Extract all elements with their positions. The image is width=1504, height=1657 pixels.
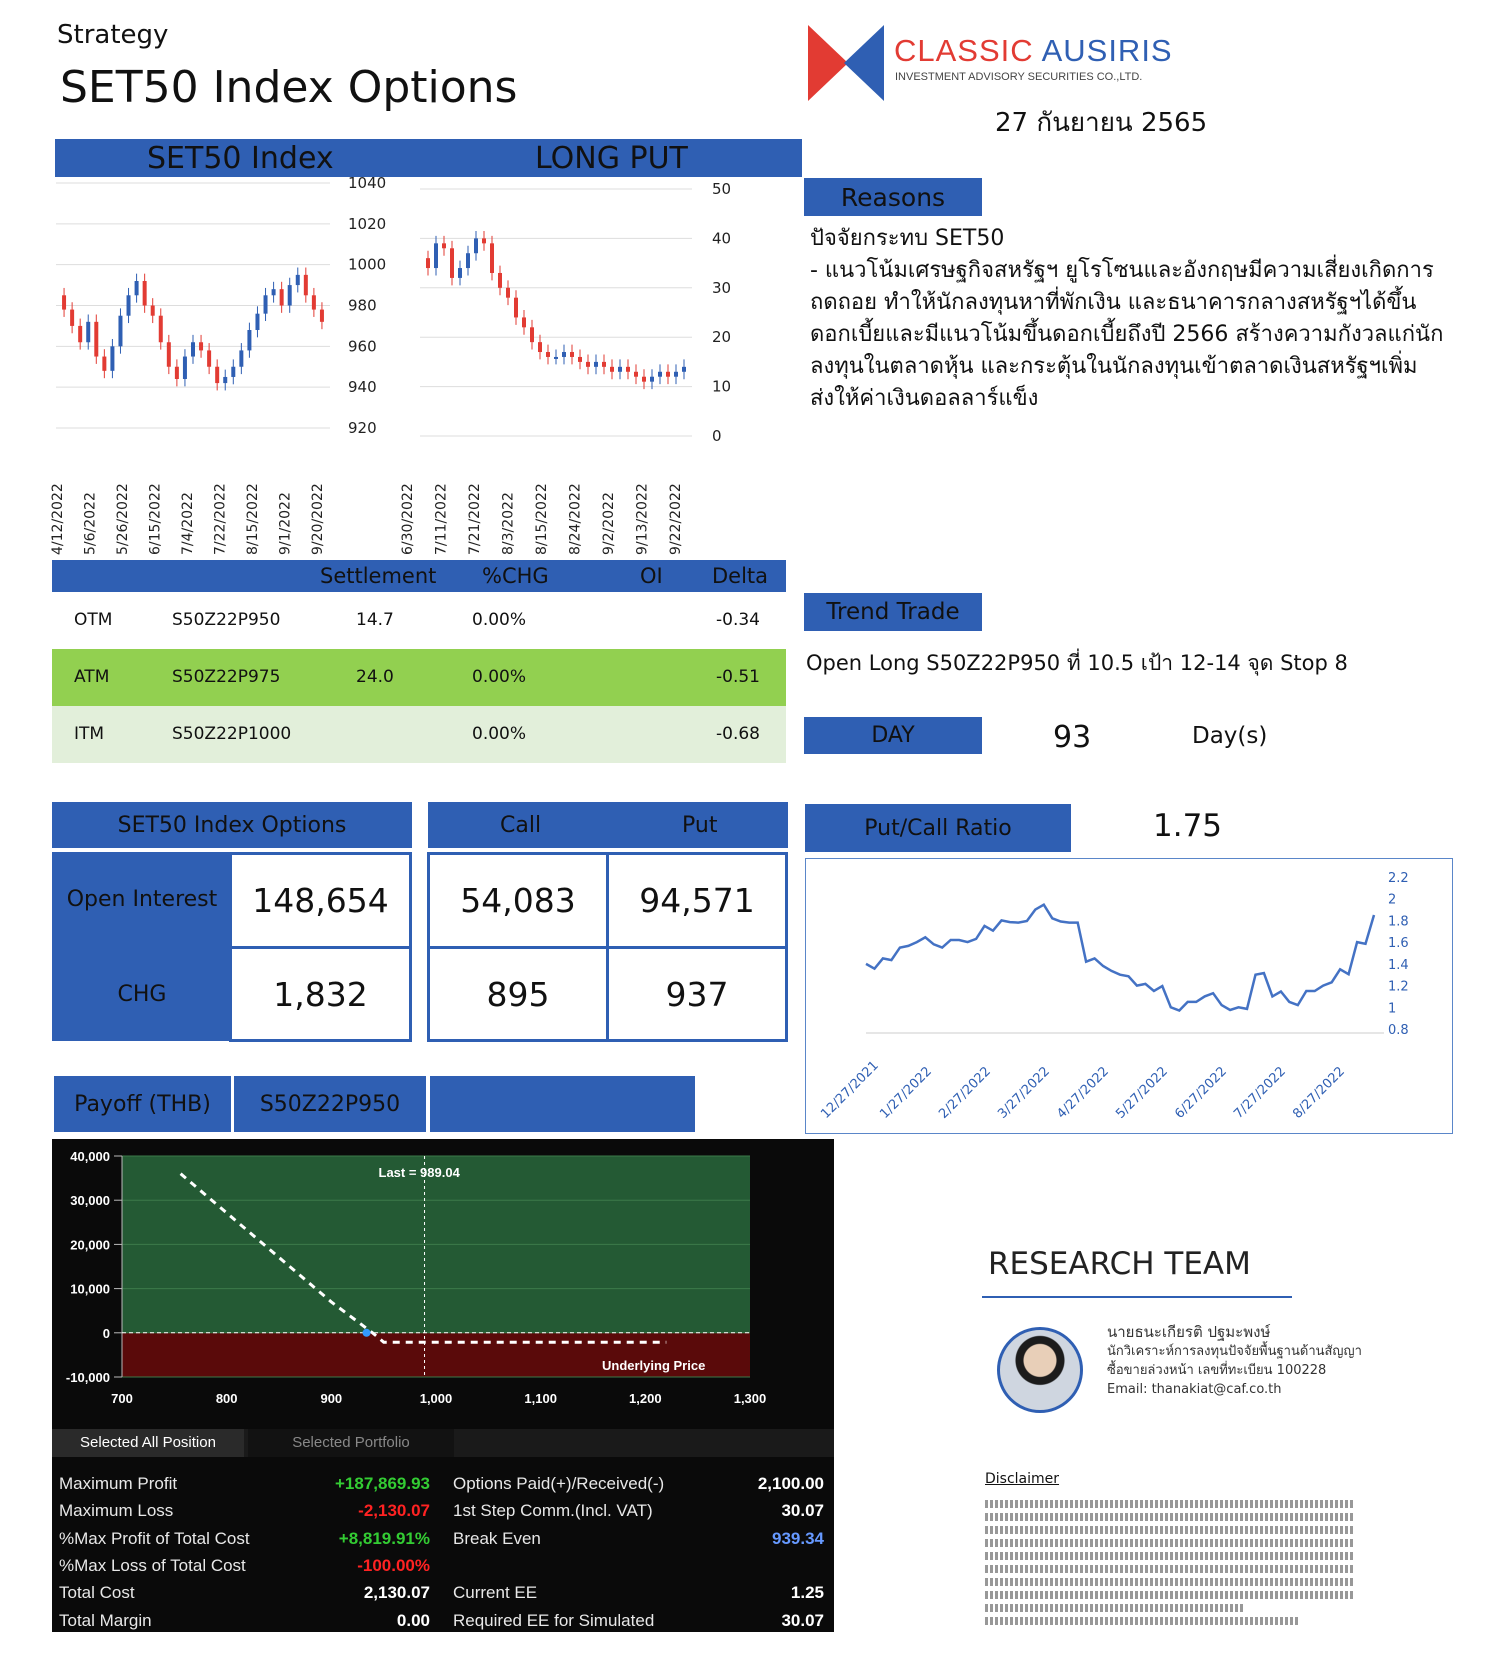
header-oi: OI xyxy=(640,564,663,588)
candle-body xyxy=(682,367,686,372)
x-tick-label: 9/13/2022 xyxy=(634,483,651,555)
candle-body xyxy=(450,248,454,278)
payoff-stat-label: Required EE for Simulated xyxy=(453,1610,655,1630)
candle-body xyxy=(490,243,494,273)
analyst-email[interactable]: Email: thanakiat@caf.co.th xyxy=(1107,1382,1282,1397)
x-tick-label: 8/15/2022 xyxy=(245,483,261,555)
candle-body xyxy=(586,362,590,367)
candle-body xyxy=(546,352,550,357)
x-tick-label: 9/2/2022 xyxy=(601,492,617,555)
candle-body xyxy=(247,330,251,350)
payoff-stat-label: Current EE xyxy=(453,1583,538,1603)
x-tick-label: 5/6/2022 xyxy=(82,492,99,555)
payoff-stat-value: +187,869.93 xyxy=(334,1474,430,1493)
x-tick-label: 8/15/2022 xyxy=(534,483,550,555)
options-cell-chg: 0.00% xyxy=(472,724,527,744)
tab-selected-all-position[interactable]: Selected All Position xyxy=(52,1429,244,1457)
payoff-stat-label: Maximum Profit xyxy=(59,1474,178,1493)
options-cell-type: ATM xyxy=(74,667,110,687)
candle-body xyxy=(466,253,470,268)
day-value: 93 xyxy=(1053,720,1092,755)
candle-body xyxy=(482,238,486,243)
y-tick-label: 920 xyxy=(348,419,377,437)
candle-body xyxy=(127,295,131,315)
header-chg: %CHG xyxy=(482,564,549,588)
call-label: Call xyxy=(500,812,542,838)
x-axis-title: Underlying Price xyxy=(602,1358,706,1373)
candle-body xyxy=(610,367,614,372)
options-table xyxy=(52,560,786,763)
y-tick-label: 10 xyxy=(712,377,732,396)
y-tick-label: 1.4 xyxy=(1388,957,1409,973)
y-tick-label: 10,000 xyxy=(70,1281,110,1297)
x-tick-label: 9/22/2022 xyxy=(668,483,684,555)
candle-body xyxy=(618,367,622,372)
candle-body xyxy=(458,268,462,278)
x-tick-label: 7/27/2022 xyxy=(1231,1064,1289,1122)
open-interest-label: Open Interest xyxy=(52,852,232,947)
y-tick-label: 20 xyxy=(712,328,732,347)
candle-body xyxy=(159,316,163,343)
candle-body xyxy=(658,372,662,377)
x-tick-label: 1,200 xyxy=(629,1391,662,1406)
call-put-header xyxy=(428,802,788,848)
payoff-blank xyxy=(430,1076,695,1132)
chg-call: 895 xyxy=(427,946,609,1042)
candle-body xyxy=(135,281,139,295)
payoff-stat-label: %Max Loss of Total Cost xyxy=(59,1555,246,1575)
candle-body xyxy=(191,342,195,356)
header-settlement: Settlement xyxy=(320,564,437,588)
tab-selected-portfolio[interactable]: Selected Portfolio xyxy=(248,1429,454,1457)
candle-body xyxy=(312,295,316,309)
y-tick-label: 40 xyxy=(712,229,732,248)
y-tick-label: 2.2 xyxy=(1388,871,1409,886)
candle-body xyxy=(554,357,558,359)
payoff-series: S50Z22P950 xyxy=(234,1076,426,1132)
payoff-stat-value: 30.07 xyxy=(781,1610,824,1630)
x-tick-label: 1,100 xyxy=(524,1391,557,1406)
analyst-license: ซื้อขายล่วงหน้า เลขที่ทะเบียน 100228 xyxy=(1107,1363,1327,1378)
payoff-stat-label: Total Margin xyxy=(59,1610,152,1630)
payoff-stat-value: 1.25 xyxy=(790,1583,824,1603)
candle-body xyxy=(183,357,187,379)
candle-body xyxy=(62,295,66,309)
options-table-header xyxy=(52,560,786,592)
candle-body xyxy=(530,327,534,342)
candle-body xyxy=(280,289,284,305)
pcr-series-line xyxy=(866,905,1374,1011)
reasons-line: ถดถอย ทำให้นักลงทุนหาที่พักเงิน และธนาคารกลางสหรัฐฯได้ขึ้น xyxy=(810,290,1417,315)
x-tick-label: 700 xyxy=(111,1391,133,1406)
strategy-banner-label: LONG PUT xyxy=(535,140,688,176)
candle-body xyxy=(320,310,324,322)
disclaimer-title: Disclaimer xyxy=(985,1471,1060,1487)
disclaimer-text-block xyxy=(985,1500,1355,1630)
payoff-stat-label: 1st Step Comm.(Incl. VAT) xyxy=(453,1501,653,1521)
options-cell-settlement: 24.0 xyxy=(356,667,394,687)
x-tick-label: 1,000 xyxy=(419,1391,453,1406)
x-tick-label: 7/11/2022 xyxy=(433,483,450,555)
analyst-role: นักวิเคราะห์การลงทุนปัจจัยพื้นฐานด้านสัญญา xyxy=(1107,1344,1362,1359)
y-tick-label: -10,000 xyxy=(65,1370,110,1385)
logo-mark xyxy=(808,25,884,101)
x-tick-label: 7/21/2022 xyxy=(467,483,483,555)
candle-body xyxy=(215,367,219,383)
x-tick-label: 9/1/2022 xyxy=(277,492,294,555)
index-banner xyxy=(55,139,802,177)
candle-body xyxy=(506,288,510,298)
analyst-avatar xyxy=(997,1327,1083,1413)
candle-body xyxy=(264,295,268,313)
candle-body xyxy=(626,367,630,372)
options-cell-delta: -0.68 xyxy=(716,724,760,744)
x-tick-label: 3/27/2022 xyxy=(995,1064,1053,1122)
payoff-stat-label: %Max Profit of Total Cost xyxy=(59,1528,250,1548)
options-cell-type: OTM xyxy=(74,610,113,630)
x-tick-label: 4/12/2022 xyxy=(50,483,66,555)
chg-total: 1,832 xyxy=(229,946,412,1042)
header-delta: Delta xyxy=(712,564,769,588)
x-tick-label: 8/27/2022 xyxy=(1290,1064,1348,1122)
chg-put: 937 xyxy=(606,946,788,1042)
payoff-tabs xyxy=(52,1429,834,1457)
candle-body xyxy=(272,289,276,295)
candle-body xyxy=(239,350,243,366)
options-cell-series: S50Z22P1000 xyxy=(172,724,292,744)
put-candlestick-chart xyxy=(400,180,790,560)
x-tick-label: 12/27/2021 xyxy=(818,1058,882,1122)
y-tick-label: 0.8 xyxy=(1388,1023,1409,1038)
payoff-panel xyxy=(52,1139,834,1632)
y-tick-label: 980 xyxy=(348,296,377,315)
research-title: RESEARCH TEAM xyxy=(988,1246,1251,1282)
options-cell-settlement: 14.7 xyxy=(356,610,394,630)
reasons-line: ลงทุนในตลาดหุ้น และกระตุ้นในนักลงทุนเข้าตลาดเงินสหรัฐฯเพิ่ม xyxy=(810,354,1418,379)
options-row xyxy=(52,592,786,649)
payoff-stat-label: Total Cost xyxy=(59,1583,135,1603)
payoff-stat-value: 2,100.00 xyxy=(757,1474,824,1493)
options-cell-chg: 0.00% xyxy=(472,667,527,687)
x-tick-label: 6/30/2022 xyxy=(400,483,416,555)
candle-body xyxy=(70,310,74,326)
candle-body xyxy=(434,243,438,268)
payoff-stat-value: 939.34 xyxy=(772,1528,824,1548)
candle-body xyxy=(578,357,582,362)
y-tick-label: 1040 xyxy=(348,174,387,192)
payoff-chart xyxy=(52,1139,834,1429)
candle-body xyxy=(143,281,147,306)
x-tick-label: 9/20/2022 xyxy=(310,483,326,555)
x-tick-label: 7/22/2022 xyxy=(212,483,229,555)
day-unit: Day(s) xyxy=(1192,723,1268,749)
x-tick-label: 8/24/2022 xyxy=(567,483,584,555)
reasons-banner: Reasons xyxy=(804,178,982,216)
y-tick-label: 1.2 xyxy=(1388,979,1409,995)
chg-label: CHG xyxy=(52,947,232,1041)
candle-body xyxy=(666,372,670,377)
logo-name-blue: AUSIRIS xyxy=(1041,33,1173,68)
payoff-stat-value: -2,130.07 xyxy=(358,1501,430,1521)
candle-body xyxy=(674,372,678,377)
y-tick-label: 30,000 xyxy=(70,1193,110,1209)
y-tick-label: 960 xyxy=(348,337,377,356)
oi-title: SET50 Index Options xyxy=(52,802,412,848)
x-tick-label: 900 xyxy=(320,1391,343,1406)
y-tick-label: 50 xyxy=(712,180,732,198)
candle-body xyxy=(426,258,430,268)
y-tick-label: 1.6 xyxy=(1388,936,1409,952)
payoff-label: Payoff (THB) xyxy=(54,1076,231,1132)
pcr-line-chart xyxy=(805,858,1453,1134)
candle-body xyxy=(642,377,646,382)
x-tick-label: 1,300 xyxy=(733,1391,767,1406)
pcr-value: 1.75 xyxy=(1153,808,1223,844)
payoff-stat-value: 0.00 xyxy=(396,1610,430,1630)
payoff-stat-value: +8,819.91% xyxy=(338,1528,430,1548)
reasons-text xyxy=(810,223,1470,415)
candle-body xyxy=(86,322,90,342)
options-row xyxy=(52,649,786,706)
x-tick-label: 6/27/2022 xyxy=(1172,1064,1230,1122)
candle-body xyxy=(223,377,227,383)
candle-body xyxy=(151,306,155,316)
candle-body xyxy=(634,372,638,377)
research-divider xyxy=(982,1296,1292,1298)
reasons-heading: ปัจจัยกระทบ SET50 xyxy=(810,226,1005,251)
options-row xyxy=(52,706,786,763)
payoff-stat-label: Options Paid(+)/Received(-) xyxy=(453,1474,665,1493)
y-tick-label: 0 xyxy=(712,427,722,445)
reasons-line: ดอกเบี้ยและมีแนวโน้มขึ้นดอกเบี้ยถึงปี 2566 สร้างความกังวลแก่นัก xyxy=(810,322,1444,347)
break-even-marker xyxy=(363,1329,371,1337)
x-tick-label: 5/27/2022 xyxy=(1113,1064,1171,1122)
candle-body xyxy=(296,275,300,285)
y-tick-label: 1.8 xyxy=(1388,914,1409,930)
y-tick-label: 20,000 xyxy=(70,1237,110,1253)
y-tick-label: 2 xyxy=(1388,892,1397,908)
candle-body xyxy=(514,298,518,318)
candle-body xyxy=(570,352,574,357)
candle-body xyxy=(562,352,566,357)
payoff-stat-value: 30.07 xyxy=(781,1501,824,1521)
x-tick-label: 6/15/2022 xyxy=(147,483,164,555)
y-tick-label: 1000 xyxy=(348,255,387,274)
index-banner-label: SET50 Index xyxy=(147,140,334,176)
candle-body xyxy=(522,317,526,327)
options-cell-series: S50Z22P950 xyxy=(172,610,281,630)
logo-subtitle: INVESTMENT ADVISORY SECURITIES CO.,LTD. xyxy=(895,71,1143,83)
oi-total: 148,654 xyxy=(229,852,412,949)
candle-body xyxy=(118,316,122,347)
x-tick-label: 800 xyxy=(215,1391,238,1406)
trend-banner: Trend Trade xyxy=(804,593,982,631)
candle-body xyxy=(199,342,203,350)
x-tick-label: 2/27/2022 xyxy=(936,1064,994,1122)
last-price-label: Last = 989.04 xyxy=(378,1165,460,1180)
y-tick-label: 1 xyxy=(1388,1001,1397,1017)
pcr-label: Put/Call Ratio xyxy=(805,804,1071,852)
options-cell-series: S50Z22P975 xyxy=(172,667,281,687)
candle-body xyxy=(78,326,82,342)
candle-body xyxy=(498,273,502,288)
x-tick-label: 8/3/2022 xyxy=(500,492,517,555)
x-tick-label: 1/27/2022 xyxy=(877,1064,935,1122)
options-cell-chg: 0.00% xyxy=(472,610,527,630)
x-tick-label: 4/27/2022 xyxy=(1054,1064,1112,1122)
candle-body xyxy=(304,275,308,295)
set50-candlestick-chart xyxy=(50,174,420,560)
candle-body xyxy=(231,367,235,377)
oi-put: 94,571 xyxy=(606,852,788,949)
report-date: 27 กันยายน 2565 xyxy=(995,108,1208,138)
analyst-name: นายธนะเกียรติ ปฐมะพงษ์ xyxy=(1107,1323,1271,1341)
candle-body xyxy=(288,285,292,305)
reasons-line: ส่งให้ค่าเงินดอลลาร์แข็ง xyxy=(810,386,1039,411)
y-tick-label: 40,000 xyxy=(70,1149,110,1164)
candle-body xyxy=(602,362,606,367)
y-tick-label: 0 xyxy=(102,1325,110,1341)
options-cell-delta: -0.51 xyxy=(716,667,760,687)
payoff-stat-label: Maximum Loss xyxy=(59,1501,174,1521)
x-tick-label: 7/4/2022 xyxy=(180,492,196,555)
page-title: SET50 Index Options xyxy=(60,62,518,113)
candle-body xyxy=(110,346,114,371)
candle-body xyxy=(175,367,179,379)
logo-name-red: CLASSIC xyxy=(894,33,1034,68)
payoff-stat-value: 2,130.07 xyxy=(363,1583,430,1603)
oi-call: 54,083 xyxy=(427,852,609,949)
put-label: Put xyxy=(682,812,718,838)
day-banner: DAY xyxy=(804,717,982,754)
y-tick-label: 1020 xyxy=(348,214,387,233)
analyst-info xyxy=(1107,1323,1362,1399)
options-cell-type: ITM xyxy=(74,724,105,744)
payoff-stat-value: -100.00% xyxy=(357,1555,430,1575)
candle-body xyxy=(538,342,542,352)
candle-body xyxy=(442,243,446,248)
candle-body xyxy=(94,322,98,357)
reasons-line: - แนวโน้มเศรษฐกิจสหรัฐฯ ยูโรโซนและอังกฤษมีความเสี่ยงเกิดการ xyxy=(810,258,1434,283)
candle-body xyxy=(594,362,598,367)
candle-body xyxy=(102,357,106,371)
candle-body xyxy=(167,342,171,367)
y-tick-label: 940 xyxy=(348,378,377,397)
options-cell-delta: -0.34 xyxy=(716,610,760,630)
payoff-stat-label: Break Even xyxy=(453,1528,541,1548)
candle-body xyxy=(255,314,259,330)
candle-body xyxy=(207,350,211,366)
x-tick-label: 5/26/2022 xyxy=(115,483,131,555)
strategy-label: Strategy xyxy=(57,20,169,50)
trend-text: Open Long S50Z22P950 ที่ 10.5 เป้า 12-14 จุด Stop 8 xyxy=(806,651,1348,675)
company-logo xyxy=(808,25,1178,105)
y-tick-label: 30 xyxy=(712,278,732,297)
candle-body xyxy=(650,377,654,382)
candle-body xyxy=(474,238,478,253)
